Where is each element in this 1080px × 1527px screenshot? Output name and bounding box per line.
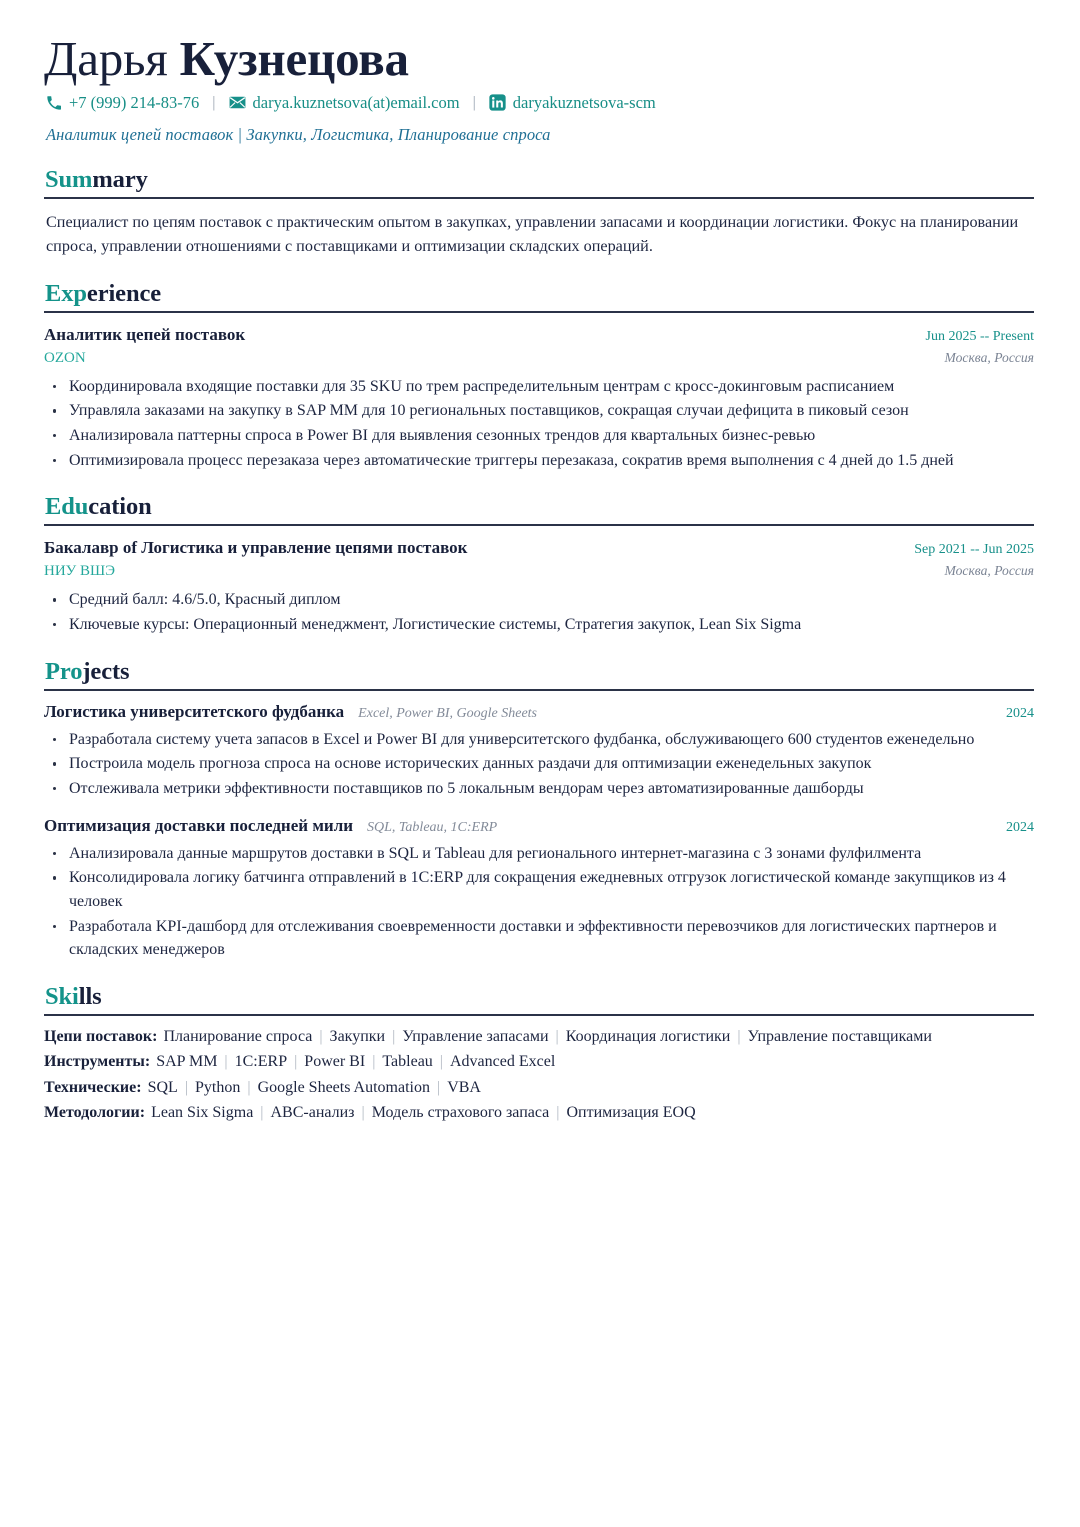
education-institution: НИУ ВШЭ (44, 563, 116, 580)
last-name: Кузнецова (179, 31, 409, 86)
section-title-rest: erience (86, 279, 162, 307)
skill-separator: | (361, 1103, 365, 1121)
skill-separator: | (372, 1053, 376, 1071)
education-entry-headline (44, 537, 1034, 560)
section-title-rest: mary (92, 165, 148, 193)
skill-category-label: Технические: (44, 1078, 142, 1096)
envelope-icon (229, 96, 246, 109)
project-entry (44, 702, 1034, 801)
linkedin-icon (489, 94, 506, 111)
section-title-highlight: Exp (45, 279, 87, 307)
skill-row (44, 1025, 1034, 1049)
skill-separator: | (319, 1027, 323, 1045)
section-rule (44, 1014, 1034, 1016)
skill-separator: | (294, 1053, 298, 1071)
section-title-highlight: Ski (45, 982, 79, 1010)
resume-header (44, 32, 1034, 145)
skills-rows (44, 1025, 1034, 1125)
list-item: Консолидировала логику батчинга отправлений в 1C:ERP для сокращения ежедневных отгрузок логистической команде закупщиков из 4 человек (44, 866, 1034, 913)
skill-value: Планирование спроса (163, 1027, 313, 1045)
skill-value: Google Sheets Automation (257, 1078, 430, 1096)
skill-value: Python (195, 1078, 241, 1096)
summary-text: Специалист по цепям поставок с практическим опытом в закупках, управлении запасами и координации логистики. Фокус на планировании спроса, управлении отношениями с поставщиками и оптимизации складских операций. (46, 212, 1019, 256)
skills-body (44, 1025, 1034, 1125)
project-bullets (44, 842, 1034, 962)
section-title-highlight: Pro (45, 657, 83, 685)
skill-separator: | (260, 1103, 264, 1121)
experience-role: Аналитик цепей поставок (44, 324, 246, 344)
skill-separator: | (437, 1078, 441, 1096)
contact-separator: | (212, 94, 216, 112)
skill-category-label: Цепи поставок: (44, 1027, 158, 1045)
list-item: Отслеживала метрики эффективности поставщиков по 5 локальным вендорам через автоматизированные дашборды (44, 777, 1034, 801)
project-year: 2024 (1006, 819, 1034, 835)
experience-bullets (44, 375, 1034, 473)
experience-entry-headline (44, 324, 1034, 347)
skill-separator: | (555, 1027, 559, 1045)
tagline: Аналитик цепей поставок | Закупки, Логистика, Планирование спроса (46, 124, 551, 144)
skill-separator: | (556, 1103, 560, 1121)
projects-body (44, 702, 1034, 962)
skill-separator: | (392, 1027, 396, 1045)
section-title-projects (45, 659, 1034, 686)
education-location: Москва, Россия (944, 563, 1034, 579)
skill-value: Закупки (329, 1027, 386, 1045)
section-rule (44, 197, 1034, 199)
phone-icon (46, 95, 62, 111)
project-name: Оптимизация доставки последней мили (44, 815, 354, 835)
skill-value: SQL (147, 1078, 178, 1096)
project-stack: SQL, Tableau, 1C:ERP (367, 819, 498, 835)
contact-email[interactable] (229, 93, 460, 113)
project-entry (44, 816, 1034, 962)
skill-value: Power BI (304, 1053, 366, 1071)
experience-entry-subline (44, 347, 1034, 369)
list-item: Средний балл: 4.6/5.0, Красный диплом (44, 588, 1034, 612)
section-title-education (45, 494, 1034, 521)
experience-date: Jun 2025 -- Present (925, 328, 1034, 344)
section-title-skills (45, 984, 1034, 1011)
skill-separator: | (224, 1053, 228, 1071)
skill-value: Координация логистики (565, 1027, 731, 1045)
skill-separator: | (737, 1027, 741, 1045)
list-item: Управляла заказами на закупку в SAP MM для 10 региональных поставщиков, сокращая случаи дефицита в пиковый сезон (44, 399, 1034, 423)
education-entry (44, 537, 1034, 636)
list-item: Оптимизировала процесс перезаказа через автоматические триггеры перезаказа, сократив время выполнения с 4 дней до 1.5 дней (44, 449, 1034, 473)
page-title (44, 32, 1034, 87)
skill-value: Advanced Excel (450, 1053, 556, 1071)
experience-body (44, 324, 1034, 473)
skill-value: Lean Six Sigma (151, 1103, 254, 1121)
contact-separator: | (472, 94, 476, 112)
education-degree: Бакалавр of Логистика и управление цепями поставок (44, 538, 468, 558)
project-name: Логистика университетского фудбанка (44, 701, 345, 721)
project-headline-left (44, 816, 497, 836)
experience-location: Москва, Россия (944, 349, 1034, 365)
education-body (44, 537, 1034, 636)
list-item: Разработала систему учета запасов в Excel и Power BI для университетского фудбанка, обслуживающего 600 студентов еженедельно (44, 728, 1034, 752)
skill-value: 1C:ERP (234, 1053, 288, 1071)
project-headline (44, 702, 1034, 722)
section-title-experience (45, 281, 1034, 308)
education-entry-subline (44, 560, 1034, 582)
section-title-rest: cation (88, 493, 152, 521)
contact-linkedin[interactable] (489, 93, 656, 113)
section-rule (44, 689, 1034, 691)
section-education (44, 494, 1034, 636)
skill-separator: | (247, 1078, 251, 1096)
section-title-rest: lls (78, 982, 102, 1010)
section-title-summary (45, 167, 1034, 194)
section-skills (44, 984, 1034, 1125)
project-headline-left (44, 702, 537, 722)
list-item: Построила модель прогноза спроса на основе исторических данных раздачи для оптимизации еженедельных закупок (44, 752, 1034, 776)
skill-category-label: Инструменты: (44, 1053, 151, 1071)
experience-organization: OZON (44, 349, 86, 366)
project-year: 2024 (1006, 705, 1034, 721)
skill-value: Управление запасами (402, 1027, 549, 1045)
education-date: Sep 2021 -- Jun 2025 (914, 542, 1034, 558)
first-name: Дарья (44, 31, 168, 86)
skill-row (44, 1101, 1034, 1125)
list-item: Анализировала данные маршрутов доставки в SQL и Tableau для регионального интернет-магазина с 3 зонами фулфилмента (44, 842, 1034, 866)
section-title-highlight: Sum (45, 165, 93, 193)
project-bullets (44, 728, 1034, 801)
education-bullets (44, 588, 1034, 636)
skill-separator: | (439, 1053, 443, 1071)
skill-value: Модель страхового запаса (371, 1103, 550, 1121)
section-title-highlight: Edu (45, 493, 89, 521)
list-item: Анализировала паттерны спроса в Power BI для выявления сезонных трендов для квартальных бизнес-ревью (44, 424, 1034, 448)
section-projects (44, 659, 1034, 962)
section-rule (44, 311, 1034, 313)
contact-line (46, 93, 1034, 113)
list-item: Ключевые курсы: Операционный менеджмент, Логистические системы, Стратегия закупок, Lean Six Sigma (44, 613, 1034, 637)
skill-value: Управление поставщиками (747, 1027, 932, 1045)
skill-value: ABC-анализ (270, 1103, 355, 1121)
skill-value: SAP MM (156, 1053, 218, 1071)
contact-phone-text: +7 (999) 214-83-76 (69, 92, 200, 112)
contact-phone[interactable] (46, 93, 199, 113)
project-headline (44, 816, 1034, 836)
skill-value: VBA (447, 1078, 481, 1096)
skill-row (44, 1076, 1034, 1100)
project-stack: Excel, Power BI, Google Sheets (358, 705, 537, 721)
skill-separator: | (184, 1078, 189, 1096)
skill-row (44, 1050, 1034, 1074)
contact-email-text: darya.kuznetsova(at)email.com (252, 92, 460, 112)
list-item: Разработала KPI-дашборд для отслеживания своевременности доставки и эффективности перевозчиков для логистических партнеров и складских менеджеров (44, 915, 1034, 962)
section-experience (44, 281, 1034, 473)
list-item: Координировала входящие поставки для 35 SKU по трем распределительным центрам с кросс-докинговым расписанием (44, 375, 1034, 399)
skill-value: Tableau (382, 1053, 433, 1071)
section-title-rest: jects (82, 657, 130, 685)
contact-linkedin-text: daryakuznetsova-scm (512, 92, 656, 112)
skill-category-label: Методологии: (44, 1103, 146, 1121)
section-rule (44, 524, 1034, 526)
section-summary (44, 167, 1034, 259)
skill-value: Оптимизация EOQ (566, 1103, 696, 1121)
experience-entry (44, 324, 1034, 473)
summary-body (44, 210, 1034, 259)
